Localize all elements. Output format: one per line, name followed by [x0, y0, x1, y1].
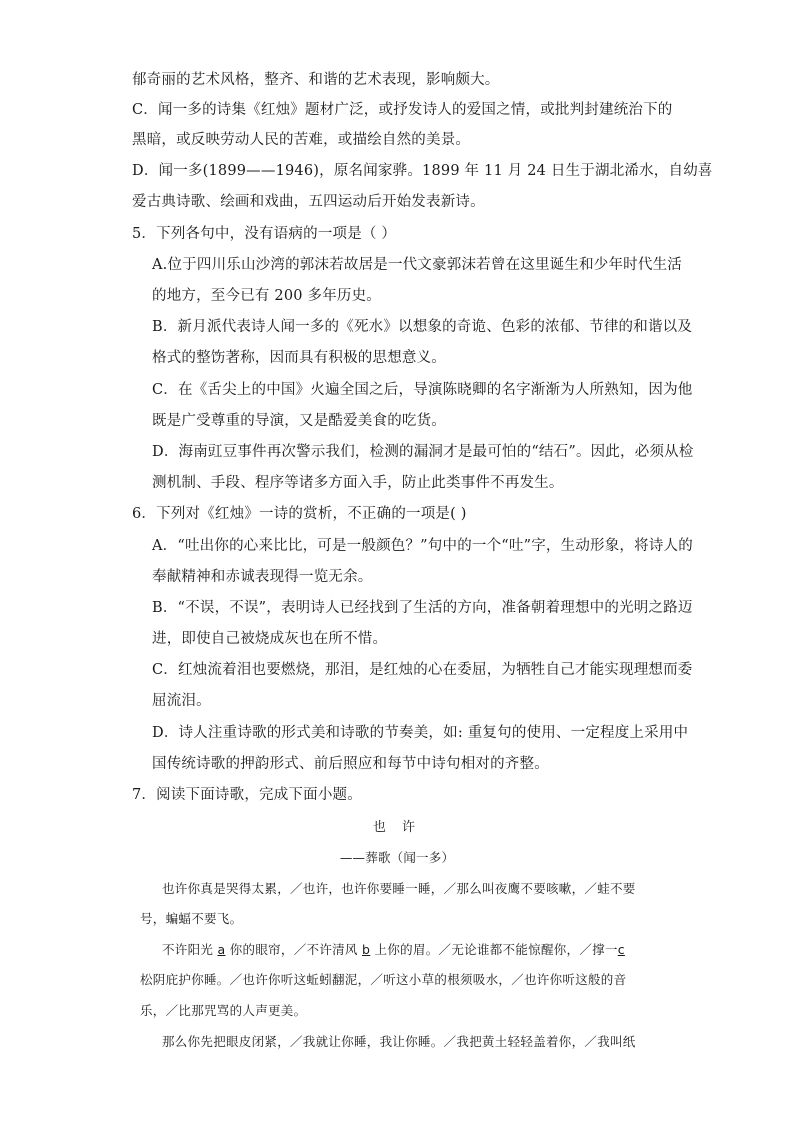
question-7-stem: 7．阅读下面诗歌，完成下面小题。	[132, 787, 362, 803]
q6-option-a-continuation: 奉献精神和赤诚表现得一览无余。	[152, 569, 373, 585]
option-d-continuation: 爱古典诗歌、绘画和戏曲，五四运动后开始发表新诗。	[132, 194, 485, 210]
q6-option-a: A．“吐出你的心来比比，可是一般颜色？”句中的一个“吐”字，生动形象，将诗人的	[152, 538, 693, 554]
q6-option-b-continuation: 进，即使自己被烧成灰也在所不惜。	[152, 631, 388, 647]
blank-a: a	[217, 942, 226, 957]
option-b-continuation: 郁奇丽的艺术风格，整齐、和谐的艺术表现，影响颇大。	[132, 72, 500, 88]
q5-option-a-continuation: 的地方，至今已有 200 多年历史。	[152, 288, 381, 304]
option-c-continuation: 黑暗，或反映劳动人民的苦难，或描绘自然的美景。	[132, 132, 471, 148]
q5-option-d-continuation: 测机制、手段、程序等诸多方面入手，防止此类事件不再发生。	[152, 475, 564, 491]
option-d-text: D．闻一多(1899——1946)，原名闻家骅。1899 年 11 月 24 日生于湖北浠水，自幼喜	[132, 163, 713, 179]
q6-option-c: C．红烛流着泪也要燃烧，那泪，是红烛的心在委屈，为牺牲自己才能实现理想而委	[152, 662, 693, 678]
q5-option-d: D．海南豇豆事件再次警示我们，检测的漏洞才是最可怕的“结石”。因此，必须从检	[152, 444, 694, 460]
poem-text-segment: 上你的眉。／无论谁都不能惊醒你，／撑一	[370, 942, 618, 957]
poem-subtitle: ——葬歌（闻一多）	[339, 850, 455, 865]
option-c-text: C．闻一多的诗集《红烛》题材广泛，或抒发诗人的爱国之情，或批判封建统治下的	[132, 102, 673, 118]
poem-text-segment: 不许阳光	[162, 942, 218, 957]
question-6-stem: 6．下列对《红烛》一诗的赏析，不正确的一项是( )	[132, 506, 467, 522]
poem-stanza-2-line-2: 松阴庇护你睡。／也许你听这蚯蚓翻泥，／听这小草的根须吸水，／也许你听这般的音	[140, 972, 627, 987]
q6-option-d-continuation: 国传统诗歌的押韵形式、前后照应和每节中诗句相对的齐整。	[152, 756, 549, 772]
q6-option-d: D．诗人注重诗歌的形式美和诗歌的节奏美，如: 重复句的使用、一定程度上采用中	[152, 725, 689, 741]
q5-option-b: B．新月派代表诗人闻一多的《死水》以想象的奇诡、色彩的浓郁、节律的和谐以及	[152, 319, 693, 335]
q5-option-a: A.位于四川乐山沙湾的郭沫若故居是一代文豪郭沫若曾在这里诞生和少年时代生活	[152, 257, 682, 273]
q6-option-b: B．“不误，不误”，表明诗人已经找到了生活的方向，准备朝着理想中的光明之路迈	[152, 600, 693, 616]
poem-stanza-2-line-1	[162, 940, 625, 960]
q5-option-c-continuation: 既是广受尊重的导演，又是酷爱美食的吃货。	[152, 413, 446, 429]
poem-stanza-1-line-2: 号，蝙蝠不要飞。	[140, 911, 243, 926]
blank-b: b	[362, 942, 371, 957]
poem-title: 也 许	[372, 820, 422, 835]
poem-stanza-2-line-3: 乐，／比那咒骂的人声更美。	[140, 1003, 307, 1018]
q6-option-c-continuation: 屈流泪。	[152, 693, 211, 709]
poem-stanza-3-line-1: 那么你先把眼皮闭紧，／我就让你睡，我让你睡。／我把黄土轻轻盖着你，／我叫纸	[162, 1034, 636, 1049]
poem-stanza-1-line-1: 也许你真是哭得太累，／也许，也许你要睡一睡，／那么叫夜鹰不要咳嗽，／蛙不要	[162, 881, 636, 896]
question-5-stem: 5．下列各句中，没有语病的一项是（ ）	[132, 226, 397, 242]
q5-option-c: C．在《舌尖上的中国》火遍全国之后，导演陈晓卿的名字渐渐为人所熟知，因为他	[152, 382, 693, 398]
q5-option-b-continuation: 格式的整饬著称，因而具有积极的思想意义。	[152, 350, 446, 366]
blank-c: c	[617, 942, 625, 957]
poem-text-segment: 你的眼帘，／不许清风	[225, 942, 363, 957]
